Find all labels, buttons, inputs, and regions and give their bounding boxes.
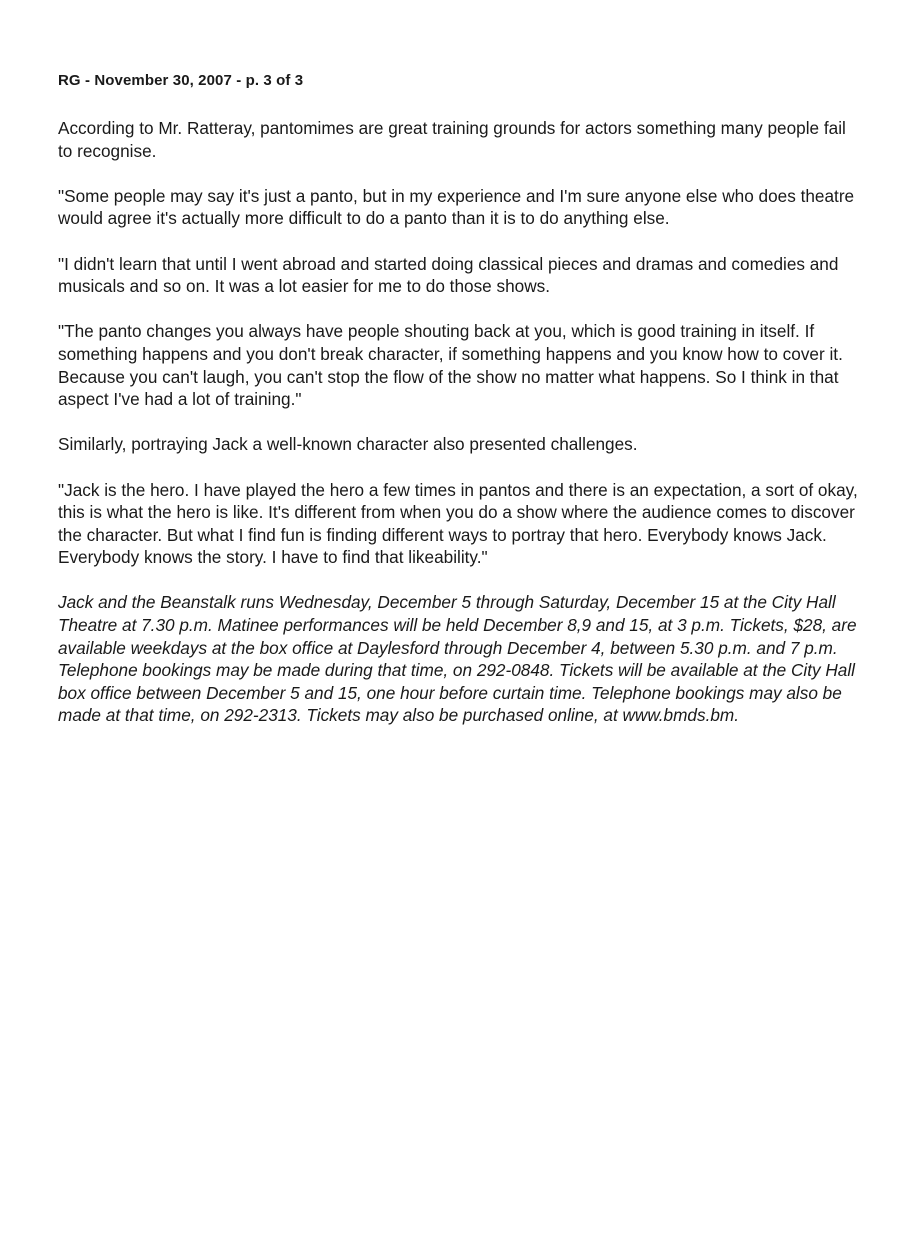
paragraph-portraying-jack: Similarly, portraying Jack a well-known character also presented challenges.: [58, 434, 638, 455]
page-header: RG - November 30, 2007 - p. 3 of 3: [58, 72, 304, 89]
paragraph-training-grounds: According to Mr. Ratteray, pantomimes are great training grounds for actors something many people fail to recognise.: [58, 118, 846, 161]
article-body: [58, 117, 858, 750]
paragraph-jack-is-the-hero: "Jack is the hero. I have played the hero a few times in pantos and there is an expectation, a sort of okay, this is what the hero is like. It's different from when you do a show where the audience comes to discover the character. But what I find fun is finding different ways to portray that hero. Everybody knows Jack. Everybody knows the story. I have to find that likeability.": [58, 479, 858, 568]
paragraph-just-a-panto: "Some people may say it's just a panto, but in my experience and I'm sure anyone else who does theatre would agree it's actually more difficult to do a panto than it is to do anything else.: [58, 185, 855, 229]
paragraph-went-abroad: "I didn't learn that until I went abroad and started doing classical pieces and dramas and comedies and musicals and so on. It was a lot easier for me to do those shows.: [58, 253, 839, 297]
show-details-paragraph: Jack and the Beanstalk runs Wednesday, December 5 through Saturday, December 15 at the City Hall Theatre at 7.30 p.m. Matinee performances will be held December 8,9 and 15, at 3 p.m. Tickets, $28, are available weekdays at the box office at Daylesford through December 4, between 5.30 p.m. and 7 p.m. Telephone bookings may be made during that time, on 292-0848. Tickets will be available at the City Hall box office between December 5 and 15, one hour before curtain time. Telephone bookings may also be made at that time, on 292-2313. Tickets may also be purchased online, at www.bmds.bm.: [58, 592, 857, 726]
paragraph-panto-changes: "The panto changes you always have people shouting back at you, which is good training in itself. If something happens and you don't break character, if something happens and you know how to cover it. Because you can't laugh, you can't stop the flow of the show no matter what happens. So I think in that aspect I've had a lot of training.": [58, 321, 843, 410]
